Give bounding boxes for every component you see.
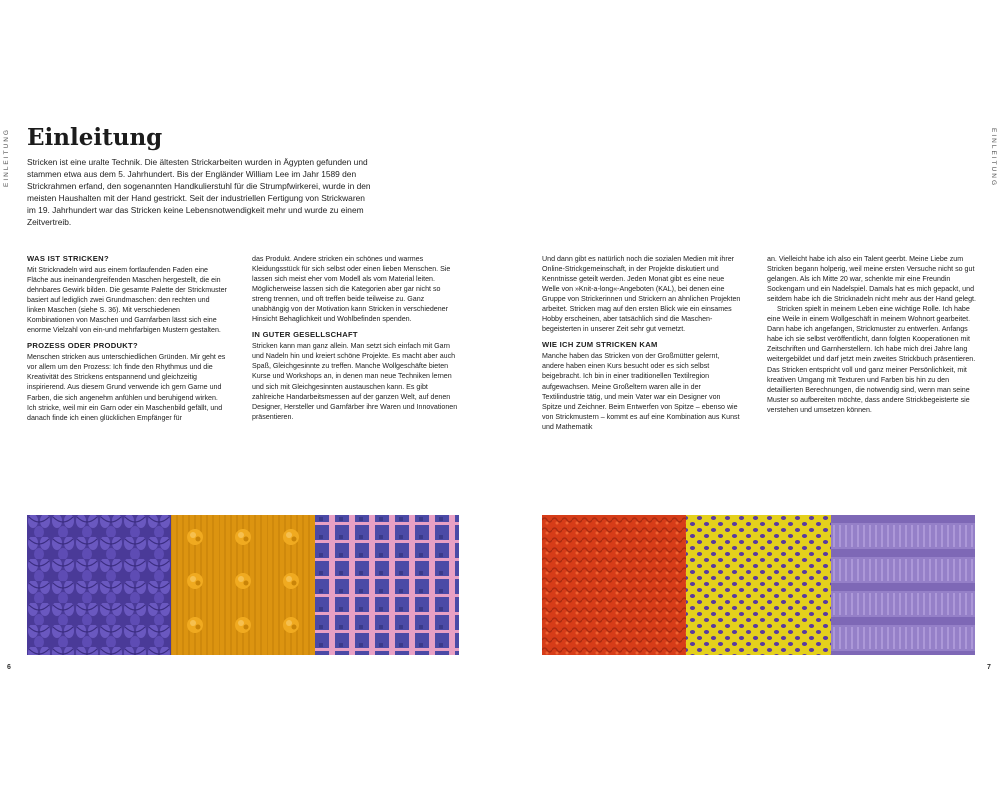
knit-swatch-strip-right [542, 515, 975, 655]
paragraph: Und dann gibt es natürlich noch die sozialen Medien mit ihrer Online-Strickgemeinschaft, in der Projekte diskutiert und Kenntnisse geteilt werden. Jeden Monat gibt es eine neue Welle von »Knit-a-long«-Angeboten (KAL), bei denen eine Gruppe von Strickerinnen und Strickern an ähnlichen Projekten arbeitet. Stricken mag auf den ersten Blick wie ein einsames Hobby erscheinen, aber tatsächlich sind die Maschenbegeisterten in unserer Zeit sehr gut vernetzt. [542, 255, 741, 334]
column-4 [767, 254, 977, 415]
intro-paragraph: Stricken ist eine uralte Technik. Die ältesten Strickarbeiten wurden in Ägypten gefunden und stammen etwa aus dem 5. Jahrhundert. Bis der Engländer William Lee im Jahr 1589 den Strickrahmen erfand, den sogenannten Handkulierstuhl für die Strumpfwirkerei, wurde in den meisten Haushalten mit der Hand gestrickt. Seit der industriellen Fertigung von Strickwaren im 19. Jahrhundert war das Stricken keine Lebensnotwendigkeit mehr und wurde zu einem Zeitvertreib. [27, 157, 371, 227]
paragraph: Stricken spielt in meinem Leben eine wichtige Rolle. Ich habe eine Weile in einem Wollgeschäft in meinem Wohnort gearbeitet. Dann habe ich angefangen, Strickmuster zu entwerfen. Anfangs habe ich sie selbst veröffentlicht, dann folgten Kooperationen mit Zeitschriften und Garnherstellern. Ich habe mich drei Jahre lang weitergebildet und darf jetzt mein zweites Strickbuch präsentieren. Das Stricken entspricht voll und ganz meiner Persönlichkeit, mit kreativen Umgang mit Texturen und Farben bis hin zu den detaillierten Berechnungen, die notwendig sind, wenn man seine Muster so aufbereiten möchte, dass andere Strickbegeisterte sie verstehen und umsetzen können. [767, 305, 976, 414]
paragraph: Menschen stricken aus unterschiedlichen Gründen. Mir geht es vor allem um den Prozess: Ich finde den Rhythmus und die Kreativität des Strickens entspannend und gleichzeitig inspirierend. Aus diesem Grund verwende ich gern Garne und Farben, die sich angenehm anfühlen und beruhigend wirken. Ich stricke, weil mir ein Garn oder ein Maschenbild gefällt, und danach finde ich einen glücklichen Empfänger für [27, 353, 226, 422]
paragraph: an. Vielleicht habe ich also ein Talent geerbt. Meine Liebe zum Stricken begann holperig, weil meine ersten Versuche nicht so gut gelangen. Als ich Mitte 20 war, schenkte mir eine Freundin Sockengarn und ein Nadelspiel. Damals hat es mich gepackt, und seitdem habe ich die Stricknadeln nicht mehr aus der Hand gelegt. [767, 255, 976, 304]
heading-prozess-oder-produkt: PROZESS ODER PRODUKT? [27, 341, 138, 351]
heading-was-ist-stricken: WAS IST STRICKEN? [27, 254, 109, 263]
swatch-lavender-ridge [831, 515, 975, 655]
swatch-yellow-purple-dots [686, 515, 831, 655]
column-3 [542, 254, 742, 432]
column-1 [27, 254, 229, 423]
swatch-pink-blue-slip [315, 515, 459, 655]
page-title: Einleitung [27, 124, 163, 151]
paragraph: Mit Stricknadeln wird aus einem fortlaufenden Faden eine Fläche aus ineinandergreifenden Maschen hergestellt, die ein dehnbares Gewirk bilden. Die gesamte Palette der Strickmuster basiert auf lediglich zwei Grundmaschen: den rechten und linken Maschen (siehe S. 36). Mit verschiedenen Kombinationen von Maschen und Garnfarben lässt sich eine enorme Vielzahl von ein-und mehrfarbigen Mustern gestalten. [27, 266, 227, 335]
swatch-purple-cable [27, 515, 171, 655]
page-number-left: 6 [7, 664, 11, 671]
running-head-right: EINLEITUNG [990, 128, 997, 188]
page-number-right: 7 [987, 664, 991, 671]
swatch-mustard-bobble [171, 515, 315, 655]
paragraph: das Produkt. Andere stricken ein schönes und warmes Kleidungsstück für sich selbst oder einen lieben Menschen. Sie lassen sich meist eher vom Modell als vom Material leiten. Möglicherweise lassen sich die Kategorien aber gar nicht so streng trennen, und oft treffen beide teilweise zu. Ganz unabhängig von der Motivation kann Stricken in verschiedener Hinsicht Behaglichkeit und Wohlbefinden spenden. [252, 255, 451, 324]
paragraph: Manche haben das Stricken von der Großmütter gelernt, andere haben einen Kurs besucht oder es sich selbst beigebracht. Ich bin in einer traditionellen Textilregion aufgewachsen. Meine Großeltern waren alle in der Textilindustrie tätig, und mein Vater war ein Designer von Spitze und Zeichner. Beim Entwerfen von Spitze – ebenso wie von Strickmustern – kommt es auf eine Kombination aus Kunst und Mathematik [542, 352, 740, 431]
swatch-red-texture [542, 515, 686, 655]
running-head-left: EINLEITUNG [3, 128, 10, 188]
paragraph: Stricken kann man ganz allein. Man setzt sich einfach mit Garn und Nadeln hin und kreiert schöne Projekte. Es macht aber auch Spaß, Gleichgesinnte zu treffen. Manche Wollgeschäfte bieten Kurse und Workshops an, in denen man neue Techniken lernen und sich mit Gleichgesinnten austauschen kann. Es gibt zahlreiche Handarbeitsmessen auf der ganzen Welt, auf denen Designer, Hersteller und Garnfärber ihre Waren und Innovationen präsentieren. [252, 342, 458, 421]
heading-wie-ich-zum-stricken-kam: WIE ICH ZUM STRICKEN KAM [542, 340, 658, 350]
column-2 [252, 254, 458, 422]
heading-in-guter-gesellschaft: IN GUTER GESELLSCHAFT [252, 330, 358, 340]
knit-swatch-strip-left [27, 515, 459, 655]
